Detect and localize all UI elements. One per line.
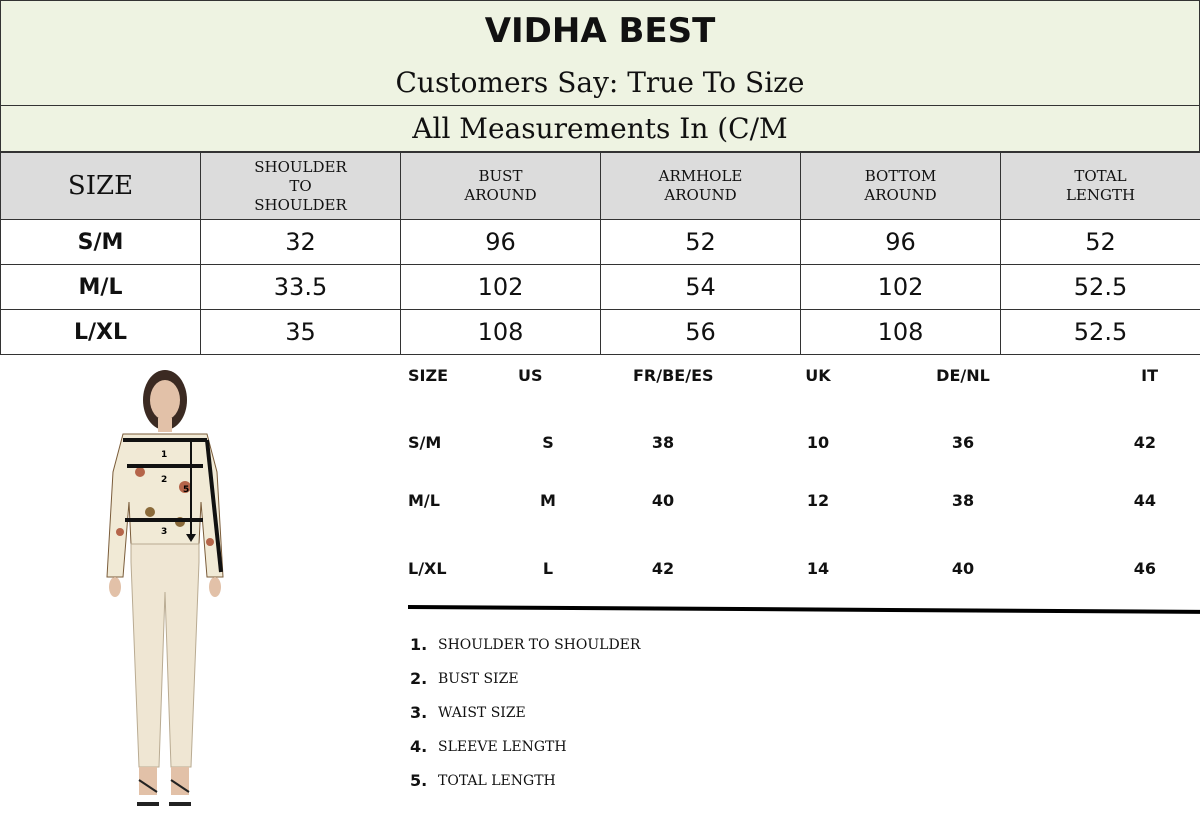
legend-item: [410, 696, 640, 730]
table-cell: 96: [401, 220, 601, 265]
table-cell: 102: [801, 265, 1001, 310]
legend-number: 4.: [410, 737, 428, 756]
table-cell: L: [542, 558, 554, 578]
table-cell: 14: [806, 558, 830, 578]
table-cell: 36: [951, 432, 975, 452]
size-chart-header-row: [1, 153, 1200, 220]
size-cell: M/L: [408, 490, 440, 510]
model-figure-illustration: [95, 362, 235, 810]
size-cell: L/XL: [408, 558, 447, 578]
conv-header-uk: UK: [805, 365, 831, 385]
conversion-header-row: [408, 362, 1168, 388]
size-cell: S/M: [408, 432, 442, 452]
table-cell: 56: [601, 310, 801, 355]
tagline: Customers Say: True To Size: [0, 61, 1200, 106]
legend-label: TOTAL LENGTH: [438, 773, 556, 789]
sandal-shape: [137, 802, 159, 806]
size-chart-table: [0, 152, 1200, 355]
marker-label: 3: [161, 527, 168, 537]
table-cell: 52.5: [1001, 310, 1200, 355]
header-bottom: BOTTOM AROUND: [801, 153, 1001, 220]
sandal-shape: [169, 802, 191, 806]
marker-label: 1: [161, 450, 168, 460]
floral-pattern: [116, 528, 124, 536]
table-row: [408, 468, 1168, 532]
table-cell: 42: [651, 558, 675, 578]
size-cell: M/L: [1, 265, 201, 310]
conv-header-size: SIZE: [408, 365, 449, 385]
legend-number: 5.: [410, 771, 428, 790]
table-cell: 35: [201, 310, 401, 355]
table-cell: 96: [801, 220, 1001, 265]
legend-label: SHOULDER TO SHOULDER: [438, 637, 641, 653]
face-shape: [150, 380, 180, 420]
table-cell: 52: [1001, 220, 1200, 265]
conv-header-us: US: [518, 365, 543, 385]
table-cell: 40: [651, 490, 675, 510]
legend-number: 1.: [410, 635, 428, 654]
legend-number: 2.: [410, 669, 428, 688]
brand-title: VIDHA BEST: [0, 0, 1200, 62]
table-row: [1, 265, 1200, 310]
size-cell: L/XL: [1, 310, 201, 355]
table-cell: 54: [601, 265, 801, 310]
table-cell: 38: [951, 490, 975, 510]
legend-label: BUST SIZE: [438, 671, 519, 687]
table-cell: M: [540, 490, 556, 510]
table-cell: 38: [651, 432, 675, 452]
neck-shape: [158, 418, 172, 432]
table-row: [408, 532, 1168, 604]
size-cell: S/M: [1, 220, 201, 265]
hand-shape: [209, 577, 221, 597]
table-cell: 40: [951, 558, 975, 578]
table-cell: 52: [601, 220, 801, 265]
table-cell: 42: [1133, 432, 1156, 452]
conv-header-de: DE/NL: [936, 365, 990, 385]
conv-header-fr: FR/BE/ES: [633, 365, 714, 385]
header-length: TOTAL LENGTH: [1001, 153, 1200, 220]
header-shoulder: SHOULDER TO SHOULDER: [201, 153, 401, 220]
measurement-legend: [410, 628, 640, 798]
units-note: All Measurements In (C/M: [0, 106, 1200, 152]
pants-shape: [131, 544, 199, 767]
header-size: SIZE: [1, 153, 201, 220]
table-cell: 10: [806, 432, 830, 452]
size-conversion-table: [408, 362, 1168, 604]
table-cell: 12: [806, 490, 830, 510]
table-cell: 44: [1133, 490, 1156, 510]
legend-number: 3.: [410, 703, 428, 722]
floral-pattern: [206, 538, 214, 546]
legend-item: [410, 730, 640, 764]
divider: [408, 605, 1200, 614]
legend-label: SLEEVE LENGTH: [438, 739, 567, 755]
table-row: [408, 388, 1168, 468]
header-armhole: ARMHOLE AROUND: [601, 153, 801, 220]
marker-label: 5: [183, 485, 190, 495]
legend-label: WAIST SIZE: [438, 705, 526, 721]
legend-item: [410, 764, 640, 798]
table-cell: 33.5: [201, 265, 401, 310]
table-row: [1, 310, 1200, 355]
hand-shape: [109, 577, 121, 597]
table-cell: 46: [1133, 558, 1156, 578]
conv-header-it: IT: [1141, 365, 1158, 385]
header-bust: BUST AROUND: [401, 153, 601, 220]
table-cell: 108: [401, 310, 601, 355]
table-cell: 52.5: [1001, 265, 1200, 310]
legend-item: [410, 628, 640, 662]
table-cell: 32: [201, 220, 401, 265]
floral-pattern: [145, 507, 155, 517]
legend-item: [410, 662, 640, 696]
floral-pattern: [135, 467, 145, 477]
table-cell: 102: [401, 265, 601, 310]
table-cell: S: [542, 432, 554, 452]
marker-label: 2: [161, 475, 168, 485]
table-cell: 108: [801, 310, 1001, 355]
table-row: [1, 220, 1200, 265]
